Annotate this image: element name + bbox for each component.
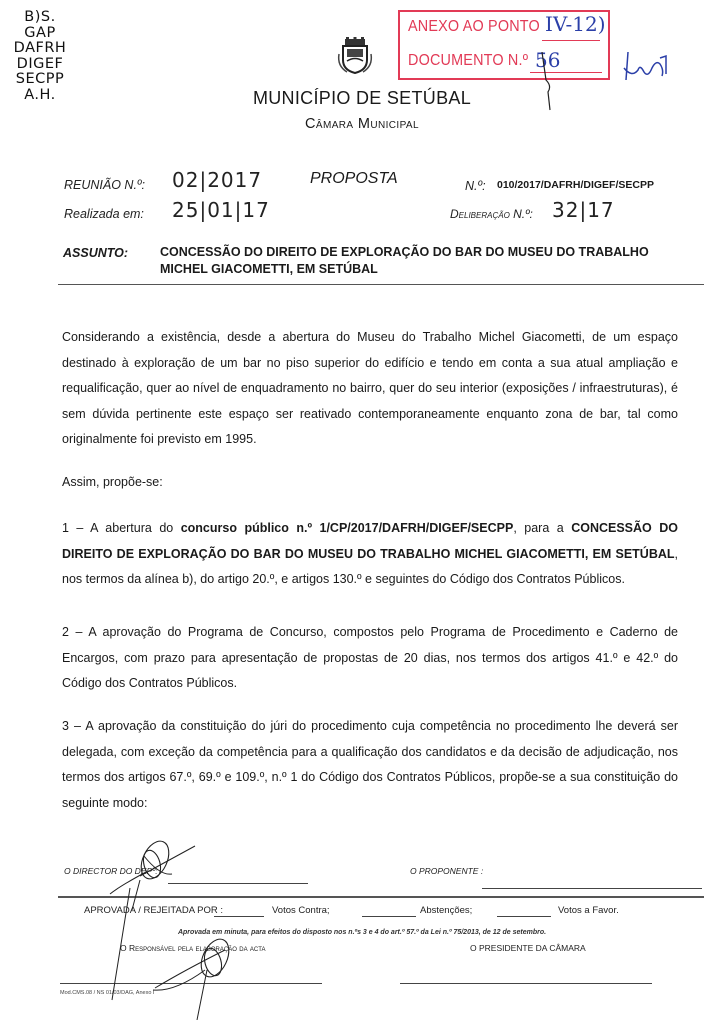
votos-favor-label: Votos a Favor. bbox=[558, 905, 619, 916]
municipality-title: MUNICÍPIO DE SETÚBAL bbox=[252, 88, 472, 108]
routing-line: GAP bbox=[24, 24, 56, 41]
item-1-concessao: CONCESSÃO DO DIREITO DE EXPLORAÇÃO DO BAR DO MUSEU DO TRABALHO MICHEL GIACOMETTI, EM SETÚBAL bbox=[62, 521, 678, 561]
director-label: O DIRECTOR DO DEPº: bbox=[64, 866, 158, 876]
document-type: PROPOSTA bbox=[310, 170, 398, 187]
assunto-divider bbox=[58, 284, 704, 285]
item-1-prefix: 1 – A abertura do bbox=[62, 521, 181, 535]
proponente-label: O PROPONENTE : bbox=[410, 866, 484, 876]
assunto-line: MICHEL GIACOMETTI, EM SETÚBAL bbox=[160, 262, 378, 276]
proponente-signature-line bbox=[482, 888, 702, 889]
item-3-paragraph: 3 – A aprovação da constituição do júri do procedimento cuja competência no procedimento lhe deverá ser delegada, com exceção da competência para a qualificação dos candidatos e da decisão de adjudicação, nos termos dos artigos 67.º, 69.º e 109.º, n.º 1 do Código dos Contratos Públicos, propõe-se a sua constituição do seguinte modo: bbox=[62, 719, 678, 810]
deliberacao-label: Deliberação N.º: bbox=[450, 207, 533, 221]
realizada-value: 25|01|17 bbox=[172, 198, 270, 222]
assim-paragraph: Assim, propõe-se: bbox=[62, 475, 163, 489]
camara-subtitle: Câmara Municipal bbox=[305, 116, 419, 132]
numero-value: 010/2017/DAFRH/DIGEF/SECPP bbox=[497, 179, 654, 191]
routing-line: DAFRH bbox=[13, 40, 67, 56]
routing-line: SECPP bbox=[15, 71, 65, 87]
municipal-crest-icon bbox=[335, 36, 375, 76]
reuniao-label: REUNIÃO N.º: bbox=[64, 178, 145, 192]
minuta-note: Aprovada em minuta, para efeitos do disposto nos n.ºs 3 e 4 do art.º 57.º da Lei n.º 75/2013, de 12 de setembro. bbox=[177, 929, 547, 936]
votos-contra-field[interactable] bbox=[214, 916, 264, 917]
responsavel-label: O Responsável pela elaboração da acta bbox=[120, 943, 266, 953]
numero-label: N.º: bbox=[465, 179, 486, 193]
intro-paragraph: Considerando a existência, desde a abertura do Museu do Trabalho Michel Giacometti, de um espaço destinado à exploração de um bar no piso superior do edifício e tendo em conta a sua atual ampliação e requalificação, quer ao nível de enquadramento no bairro, quer do seu interior (exposições / infraestruturas), é sem dúvida pertinente este espaço ser reativado contemporaneamente enquanto zona de bar, tal como originalmente foi previsto em 1995. bbox=[62, 330, 678, 446]
stamp-documento-value: 56 bbox=[535, 48, 561, 72]
abstencoes-field[interactable] bbox=[362, 916, 416, 917]
reuniao-value: 02|2017 bbox=[172, 168, 263, 192]
routing-line: A.H. bbox=[24, 86, 56, 103]
routing-line: B)S. bbox=[24, 9, 56, 25]
assunto-line: CONCESSÃO DO DIREITO DE EXPLORAÇÃO DO BAR DO MUSEU DO TRABALHO bbox=[160, 245, 649, 259]
annex-stamp bbox=[398, 10, 610, 80]
stamp-documento-label: DOCUMENTO N.º bbox=[408, 52, 529, 69]
assunto-label: ASSUNTO: bbox=[63, 246, 129, 260]
routing-line: DIGEF bbox=[16, 55, 64, 72]
stamp-line bbox=[542, 40, 600, 41]
presidente-signature-line bbox=[400, 983, 652, 984]
item-1-suffix: , nos termos da alínea b), do artigo 20.º, e artigos 130.º e seguintes do Código dos Contratos Públicos. bbox=[62, 546, 678, 586]
form-code: Mod.CMS.08 / NS 01/03/DAG, Anexo I bbox=[60, 990, 155, 996]
votos-contra-label: Votos Contra; bbox=[272, 905, 330, 916]
item-1-concurso: concurso público n.º 1/CP/2017/DAFRH/DIGEF/SECPP bbox=[180, 521, 514, 535]
aprovada-label: APROVADA / REJEITADA POR : bbox=[84, 905, 224, 916]
assunto-text bbox=[160, 244, 680, 278]
item-2-paragraph: 2 – A aprovação do Programa de Concurso, compostos pelo Programa de Procedimento e Caderno de Encargos, com prazo para apresentação de propostas de 20 dias, nos termos dos artigos 41.º e 42.º do Código dos Contratos Públicos. bbox=[62, 625, 678, 690]
responsavel-signature bbox=[145, 930, 255, 1020]
votos-favor-field[interactable] bbox=[497, 916, 551, 917]
realizada-label: Realizada em: bbox=[64, 207, 144, 221]
item-1-mid: , para a bbox=[513, 521, 572, 535]
stamp-anexo-value: IV-12) bbox=[545, 12, 606, 36]
initials-signature bbox=[622, 48, 672, 84]
stamp-anexo-label: ANEXO AO PONTO bbox=[408, 18, 540, 35]
item-1-paragraph bbox=[62, 516, 678, 593]
presidente-label: O PRESIDENTE DA CÂMARA bbox=[470, 943, 586, 953]
abstencoes-label: Abstenções; bbox=[420, 905, 473, 916]
deliberacao-value: 32|17 bbox=[552, 198, 615, 222]
